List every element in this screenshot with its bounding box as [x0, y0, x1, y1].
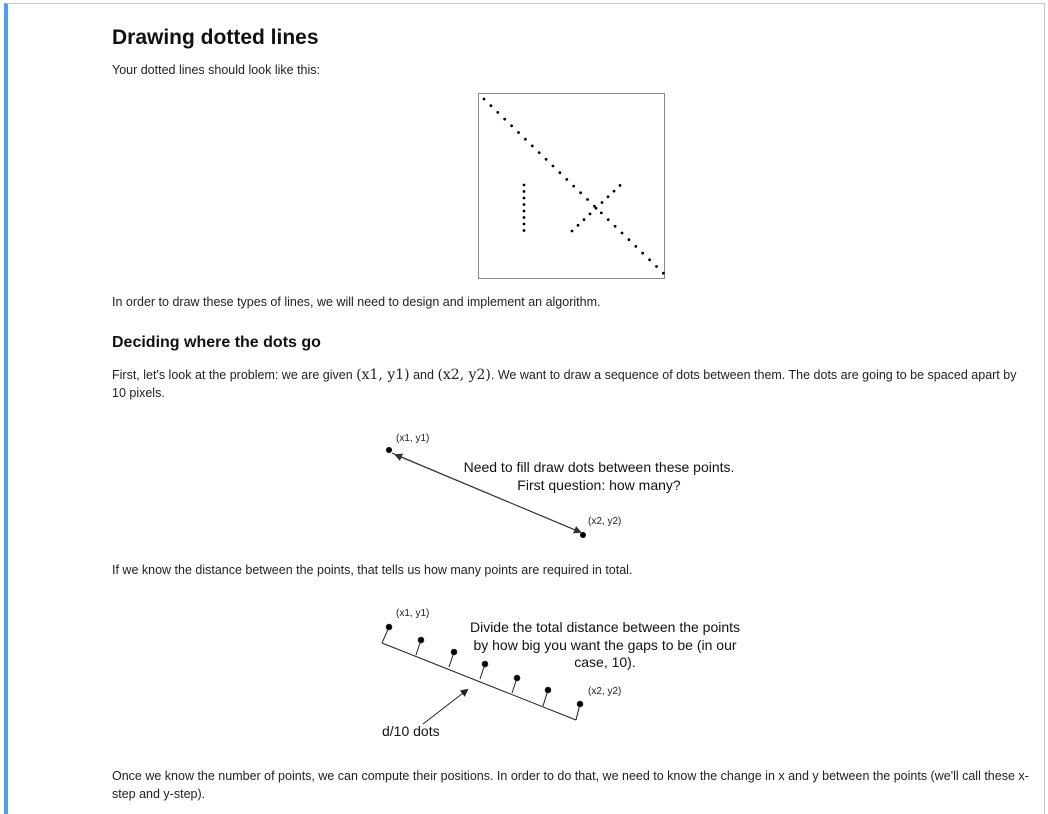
point2-math: (x2, y2)	[437, 367, 491, 383]
fig1-label-p2: (x2, y2)	[588, 516, 622, 527]
diagonal-dot	[621, 232, 624, 235]
diagonal-dot	[538, 151, 541, 154]
fig2-caption-line1: Divide the total distance between the points	[469, 619, 741, 635]
diagonal-dot	[483, 98, 486, 101]
cross-dot	[571, 230, 574, 233]
vertical-dot	[523, 223, 526, 226]
fig1-caption-line1: Need to fill draw dots between these points.	[463, 459, 735, 475]
diagonal-dot	[565, 178, 568, 181]
fig2-dots-label: d/10 dots	[382, 723, 440, 739]
vertical-dot	[523, 184, 526, 187]
diagonal-dot	[490, 104, 493, 107]
bracket-dot	[451, 649, 457, 655]
bracket-dot	[545, 687, 551, 693]
diagonal-dot	[524, 138, 527, 141]
diagonal-dot	[531, 145, 534, 148]
diagonal-dot	[655, 265, 658, 268]
diagonal-dot	[510, 124, 513, 127]
diagonal-dot	[586, 198, 589, 201]
diagonal-dot	[600, 212, 603, 215]
problem-text: First, let's look at the problem: we are given (x1, y1) and (x2, y2). We want to draw a sequence of dots between them. The dots are going to be spaced apart by 10 pixels.	[112, 367, 1017, 400]
vertical-dot	[523, 210, 526, 213]
diagonal-dot	[628, 238, 631, 241]
bracket-dot	[514, 675, 520, 681]
fig2-caption-line2: by how big you want the gaps to be (in our	[473, 637, 737, 653]
fig2-caption-line3: case, 10).	[574, 654, 636, 670]
cross-dot	[601, 201, 604, 204]
bracket-dot	[386, 624, 392, 630]
diagonal-dot	[559, 171, 562, 174]
cross-dot	[577, 224, 580, 227]
intro-text: Your dotted lines should look like this:	[112, 63, 321, 77]
point1-math: (x1, y1)	[356, 367, 410, 383]
fig1-label-p1: (x1, y1)	[396, 433, 430, 444]
vertical-dot	[523, 216, 526, 219]
diagonal-dot	[517, 131, 520, 134]
cross-dot	[595, 207, 598, 210]
diagonal-dot	[614, 225, 617, 228]
bracket-dot	[482, 661, 488, 667]
diagonal-dot	[572, 185, 575, 188]
cross-dot	[583, 218, 586, 221]
distance-text: If we know the distance between the points, that tells us how many points are required in total.	[112, 563, 633, 577]
bracket-dot	[418, 637, 424, 643]
diagonal-dot	[634, 245, 637, 248]
fig1-caption-line2: First question: how many?	[517, 477, 681, 493]
cross-dot	[613, 190, 616, 193]
vertical-dot	[523, 190, 526, 193]
positions-text: Once we know the number of points, we can compute their positions. In order to do that, we need to know the change in x and y between the points (we'll call these x-step and y-step).	[112, 769, 1029, 801]
fig2-label-p1: (x1, y1)	[396, 608, 430, 619]
vertical-dot	[523, 203, 526, 206]
bracket-dot	[577, 701, 583, 707]
divide-distance-figure	[370, 600, 770, 745]
cross-dot	[619, 184, 622, 187]
diagonal-dot	[648, 258, 651, 261]
diagonal-dot	[552, 165, 555, 168]
vertical-dot	[523, 229, 526, 232]
fig2-label-p2: (x2, y2)	[588, 686, 622, 697]
page-title: Drawing dotted lines	[112, 26, 319, 49]
diagonal-dot	[579, 191, 582, 194]
vertical-dot	[523, 197, 526, 200]
two-points-figure	[370, 425, 770, 550]
section-heading: Deciding where the dots go	[112, 334, 321, 351]
cross-dot	[589, 213, 592, 216]
cross-dot	[607, 195, 610, 198]
diagonal-dot	[607, 218, 610, 221]
diagonal-dot	[545, 158, 548, 161]
diagonal-dot	[641, 252, 644, 255]
diagonal-dot	[496, 111, 499, 114]
diagonal-dot	[503, 118, 506, 121]
algorithm-text: In order to draw these types of lines, we will need to design and implement an algorithm.	[112, 295, 601, 309]
dotted-lines-example-figure	[478, 93, 666, 280]
diagonal-dot	[662, 272, 665, 275]
